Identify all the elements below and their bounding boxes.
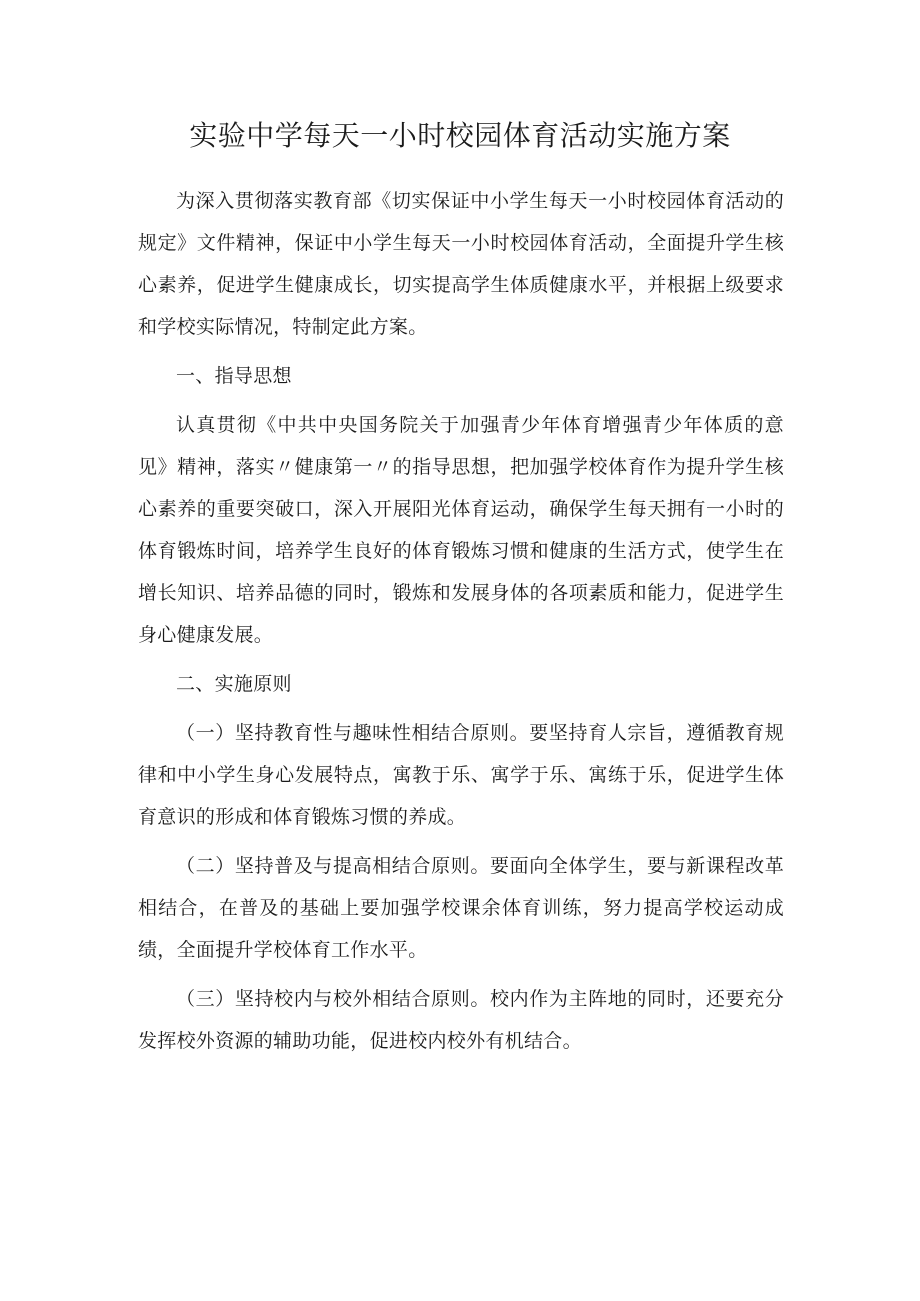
document-body [138, 180, 784, 1062]
principle-paragraph-1: （一）坚持教育性与趣味性相结合原则。要坚持育人宗旨，遵循教育规律和中小学生身心发展特点，寓教于乐、寓学于乐、寓练于乐，促进学生体育意识的形成和体育锻炼习惯的养成。 [138, 722, 784, 828]
principle-paragraph-3: （三）坚持校内与校外相结合原则。校内作为主阵地的同时，还要充分发挥校外资源的辅助功能，促进校内校外有机结合。 [138, 988, 784, 1052]
intro-paragraph: 为深入贯彻落实教育部《切实保证中小学生每天一小时校园体育活动的规定》文件精神，保证中小学生每天一小时校园体育活动，全面提升学生核心素养，促进学生健康成长，切实提高学生体质健康水平，并根据上级要求和学校实际情况，特制定此方案。 [138, 190, 784, 338]
principle-paragraph-2: （二）坚持普及与提高相结合原则。要面向全体学生，要与新课程改革相结合，在普及的基础上要加强学校课余体育训练，努力提高学校运动成绩，全面提升学校体育工作水平。 [138, 855, 784, 961]
section-heading-principles: 二、实施原则 [176, 673, 292, 695]
document-title: 实验中学每天一小时校园体育活动实施方案 [189, 119, 731, 152]
guiding-ideology-paragraph: 认真贯彻《中共中央国务院关于加强青少年体育增强青少年体质的意见》精神，落实〃健康第一〃的指导思想，把加强学校体育作为提升学生核心素养的重要突破口，深入开展阳光体育运动，确保学生每天拥有一小时的体育锻炼时间，培养学生良好的体育锻炼习惯和健康的生活方式，使学生在增长知识、培养品德的同时，锻炼和发展身体的各项素质和能力，促进学生身心健康发展。 [138, 414, 784, 646]
section-heading-guiding-ideology: 一、指导思想 [176, 365, 292, 387]
